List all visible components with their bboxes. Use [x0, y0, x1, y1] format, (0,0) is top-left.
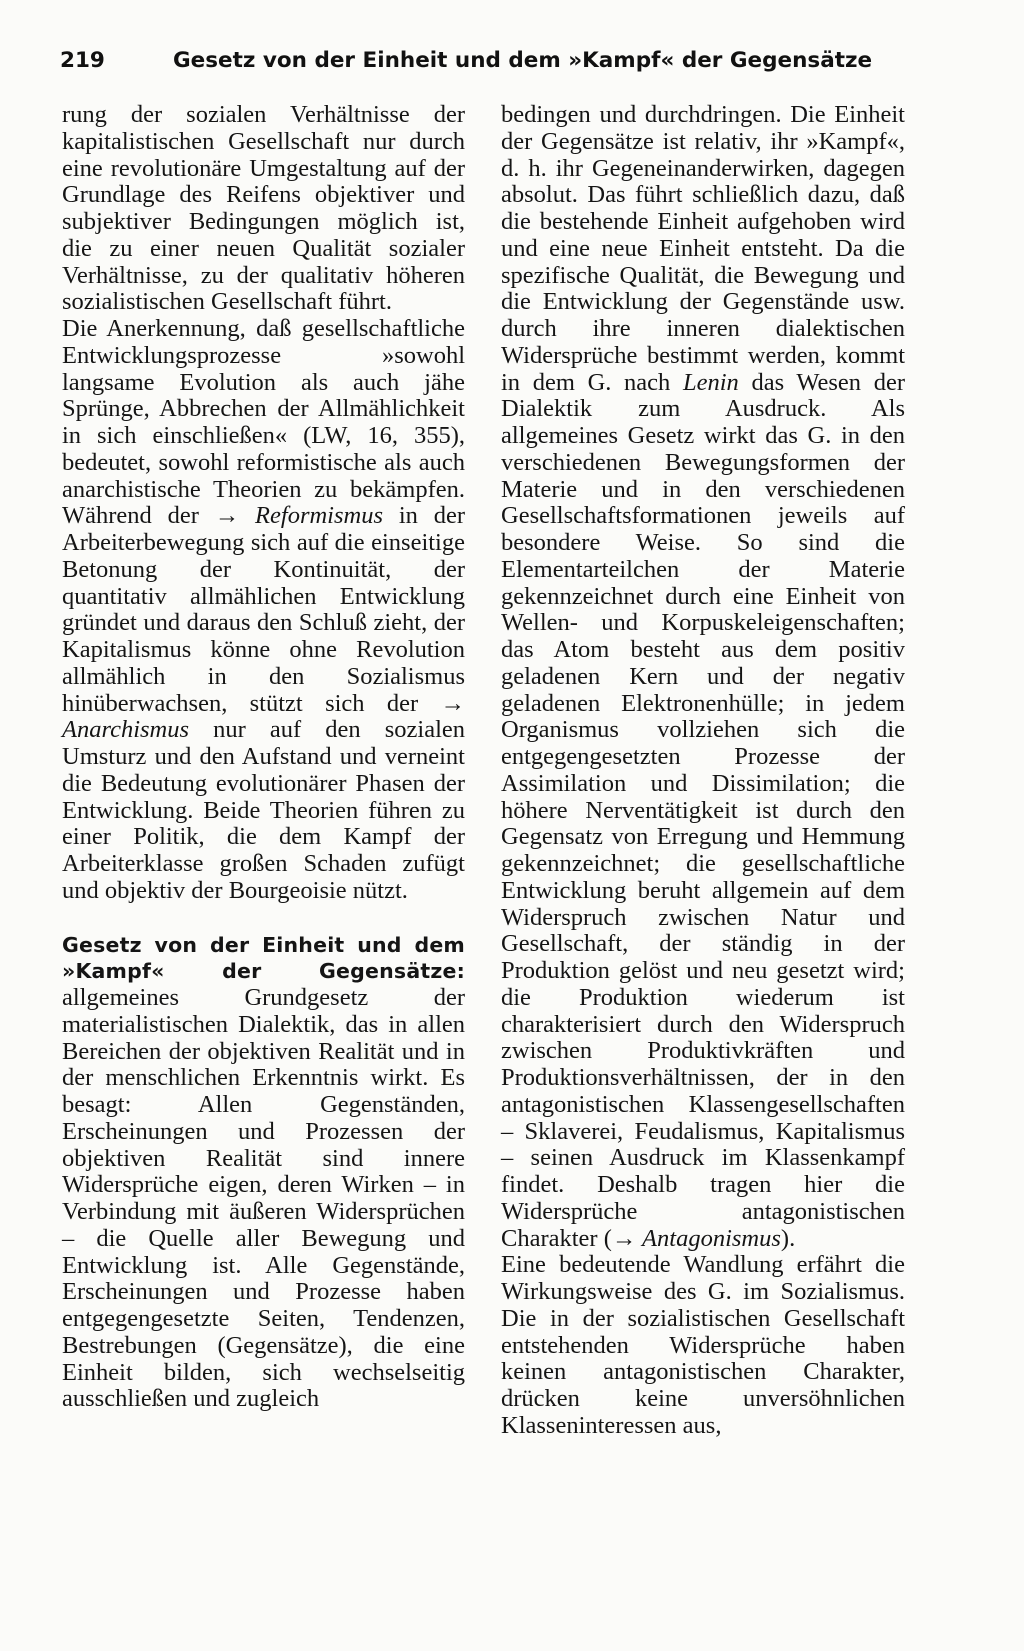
running-header	[60, 44, 912, 80]
author-name-lenin: Lenin	[682, 368, 739, 396]
paragraph-text: in der Arbeiterbewegung sich auf die einseitige Betonung der Kontinuität, der quantitativ allmählichen Entwicklung gründet und daraus den Schluß zieht, der Kapitalismus könne ohne Revolution allmählich in den Sozialismus hinüberwachsen, stützt sich der	[62, 502, 465, 717]
cross-reference-reformismus[interactable]: → Reformismus	[214, 502, 383, 530]
left-column	[62, 102, 465, 1413]
page-number: 219	[60, 48, 105, 73]
paragraph	[501, 1252, 905, 1439]
entry-gap	[62, 905, 465, 932]
entry-headword: Gesetz von der Einheit und dem »Kampf« der Gegensätze:	[62, 932, 465, 984]
paragraph-text: das Wesen der Dialektik zum Ausdruck. Als allgemeines Gesetz wirkt das G. in den verschiedenen Bewegungsformen der Materie und in den verschiedenen Gesellschaftsformationen jeweils auf besondere Weise. So sind die Elementarteilchen der Materie gekennzeichnet durch eine Einheit von Wellen- und Korpuskeleigenschaften; das Atom besteht aus dem positiv geladenen Kern und der negativ geladenen Elektronenhülle; in jedem Organismus vollziehen sich die entgegengesetzten Prozesse der Assimilation und Dissimilation; die höhere Nerventätigkeit ist durch den Gegensatz von Erregung und Hemmung gekennzeichnet; die gesellschaftliche Entwicklung beruht allgemein auf dem Widerspruch zwischen Natur und Gesellschaft, der ständig in der Produktion gelöst und neu gesetzt wird; die Produktion wiederum ist charakterisiert durch den Widerspruch zwischen Produktivkräften und Produktionsverhältnissen, der in den antagonistischen Klassengesellschaften – Sklaverei, Feudalismus, Kapitalismus – seinen Ausdruck im Klassenkampf findet. Deshalb tragen hier die Widersprüche antagonistischen Charakter (	[501, 368, 905, 1252]
paragraph-text: nur auf den sozialen Umsturz und den Aufstand und verneint die Bedeutung evolutionärer Phasen der Entwicklung. Beide Theorien führen zu einer Politik, die dem Kampf der Arbeiterklasse großen Schaden zufügt und objektiv der Bourgeoisie nützt.	[62, 716, 465, 904]
paragraph-text: Eine bedeutende Wandlung erfährt die Wirkungsweise des G. im Sozialismus. Die in der sozialistischen Gesellschaft entstehenden Widersprüche haben keinen antagonistischen Charakter, drücken keine unversöhnlichen Klasseninteressen aus,	[501, 1251, 905, 1439]
paragraph	[62, 316, 465, 905]
paragraph-text: rung der sozialen Verhältnisse der kapitalistischen Gesellschaft nur durch eine revolutionäre Umgestaltung auf der Grundlage des Reifens objektiver und subjektiver Bedingungen möglich ist, die zu einer neuen Qualität sozialer Verhältnisse, zu der qualitativ höheren sozialistischen Gesellschaft führt.	[62, 101, 465, 316]
paragraph-text: ).	[780, 1224, 796, 1252]
paragraph-text: bedingen und durchdringen. Die Einheit der Gegensätze ist relativ, ihr »Kampf«, d. h. ihr Gegeneinanderwirken, dagegen absolut. Das führt schließlich dazu, daß die bestehende Einheit aufgehoben wird und eine neue Einheit entsteht. Da die spezifische Qualität, die Bewegung und die Entwicklung der Gegenstände usw. durch ihre inneren dialektischen Widersprüche bestimmt werden, kommt in dem G. nach	[501, 101, 905, 396]
right-column	[501, 102, 905, 1440]
paragraph	[62, 102, 465, 316]
paragraph	[501, 102, 905, 1252]
dictionary-entry	[62, 932, 465, 1414]
entry-text: allgemeines Grundgesetz der materialistischen Dialektik, das in allen Bereichen der objektiven Realität und in der menschlichen Erkenntnis wirkt. Es besagt: Allen Gegenständen, Erscheinungen und Prozessen der objektiven Realität sind innere Widersprüche eigen, deren Wirken – in Verbindung mit äußeren Widersprüchen – die Quelle aller Bewegung und Entwicklung ist. Alle Gegenstände, Erscheinungen und Prozesse haben entgegengesetzte Seiten, Tendenzen, Bestrebungen (Gegensätze), die eine Einheit bilden, sich wechselseitig ausschließen und zugleich	[62, 984, 465, 1413]
running-title: Gesetz von der Einheit und dem »Kampf« der Gegensätze	[173, 48, 873, 73]
cross-reference-anarchismus[interactable]: → Anarchismus	[62, 689, 465, 744]
cross-reference-antagonismus[interactable]: → Antagonismus	[611, 1224, 781, 1252]
paragraph-text: Die Anerkennung, daß gesellschaftliche Entwicklungsprozesse »sowohl langsame Evolution als auch jähe Sprünge, Abbrechen der Allmählichkeit in sich einschließen« (LW, 16, 355), bedeutet, sowohl reformistische als auch anarchistische Theorien zu bekämpfen. Während der	[62, 315, 465, 530]
